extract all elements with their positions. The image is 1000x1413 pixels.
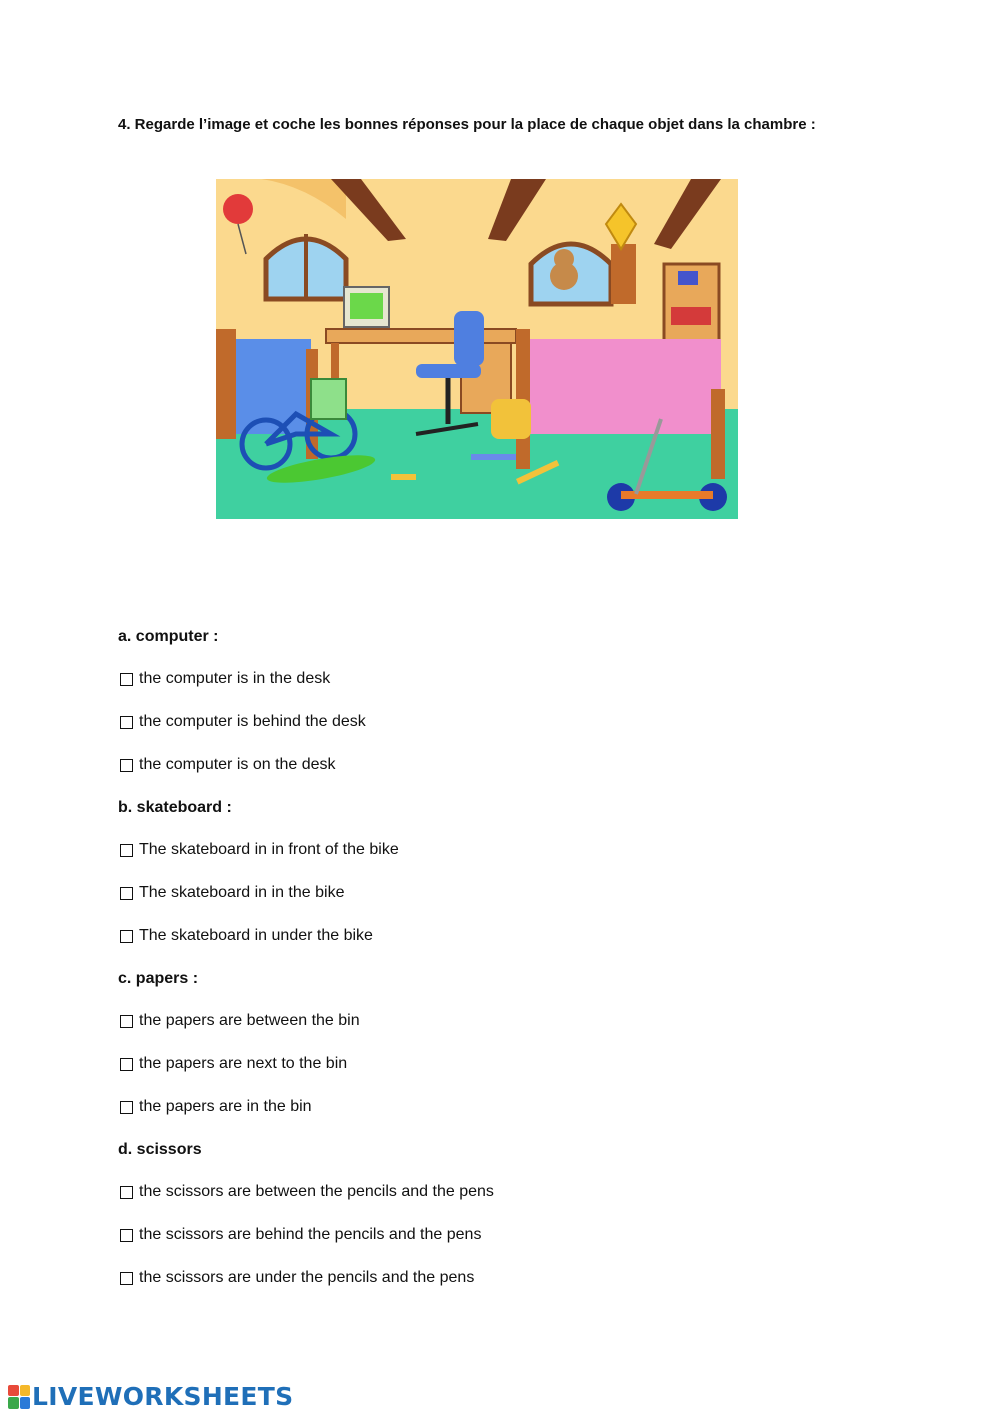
checkbox[interactable]	[120, 1186, 133, 1199]
checkbox[interactable]	[120, 1058, 133, 1071]
logo-text: LIVEWORKSHEETS	[32, 1382, 294, 1411]
checkbox[interactable]	[120, 759, 133, 772]
question-a-option-2[interactable]	[120, 713, 366, 731]
option-label: The skateboard in in the bike	[139, 884, 345, 901]
question-c-heading: c. papers :	[118, 970, 199, 987]
question-d-heading: d. scissors	[118, 1141, 202, 1158]
question-c-option-1[interactable]	[120, 1012, 360, 1030]
question-d-option-3[interactable]	[120, 1269, 474, 1287]
checkbox[interactable]	[120, 673, 133, 686]
option-label: the computer is in the desk	[139, 670, 331, 687]
liveworksheets-logo[interactable]	[8, 1382, 293, 1411]
option-label: the computer is on the desk	[139, 756, 336, 773]
option-label: the scissors are between the pencils and the pens	[139, 1183, 494, 1200]
option-label: the papers are in the bin	[139, 1098, 312, 1115]
option-label: the computer is behind the desk	[139, 713, 366, 730]
option-label: The skateboard in in front of the bike	[139, 841, 399, 858]
question-b-option-1[interactable]	[120, 841, 399, 859]
option-label: the papers are next to the bin	[139, 1055, 348, 1072]
question-c-option-3[interactable]	[120, 1098, 312, 1116]
question-a-option-1[interactable]	[120, 670, 330, 688]
instruction-text: 4. Regarde l’image et coche les bonnes réponses pour la place de chaque objet dans la chambre :	[118, 116, 816, 133]
question-d-option-1[interactable]	[120, 1183, 494, 1201]
checkbox[interactable]	[120, 930, 133, 943]
checkbox[interactable]	[120, 844, 133, 857]
question-b-option-2[interactable]	[120, 884, 344, 902]
checkbox[interactable]	[120, 716, 133, 729]
option-label: the scissors are behind the pencils and the pens	[139, 1226, 482, 1243]
option-label: the papers are between the bin	[139, 1012, 360, 1029]
question-b-heading: b. skateboard :	[118, 799, 232, 816]
checkbox[interactable]	[120, 887, 133, 900]
question-a-option-3[interactable]	[120, 756, 336, 774]
question-c-option-2[interactable]	[120, 1055, 347, 1073]
liveworksheets-logo-icon	[8, 1385, 30, 1409]
checkbox[interactable]	[120, 1272, 133, 1285]
bedroom-illustration	[216, 179, 738, 519]
checkbox[interactable]	[120, 1229, 133, 1242]
option-label: The skateboard in under the bike	[139, 927, 373, 944]
question-b-option-3[interactable]	[120, 927, 373, 945]
question-d-option-2[interactable]	[120, 1226, 481, 1244]
checkbox[interactable]	[120, 1101, 133, 1114]
checkbox[interactable]	[120, 1015, 133, 1028]
option-label: the scissors are under the pencils and the pens	[139, 1269, 475, 1286]
question-a-heading: a. computer :	[118, 628, 219, 645]
